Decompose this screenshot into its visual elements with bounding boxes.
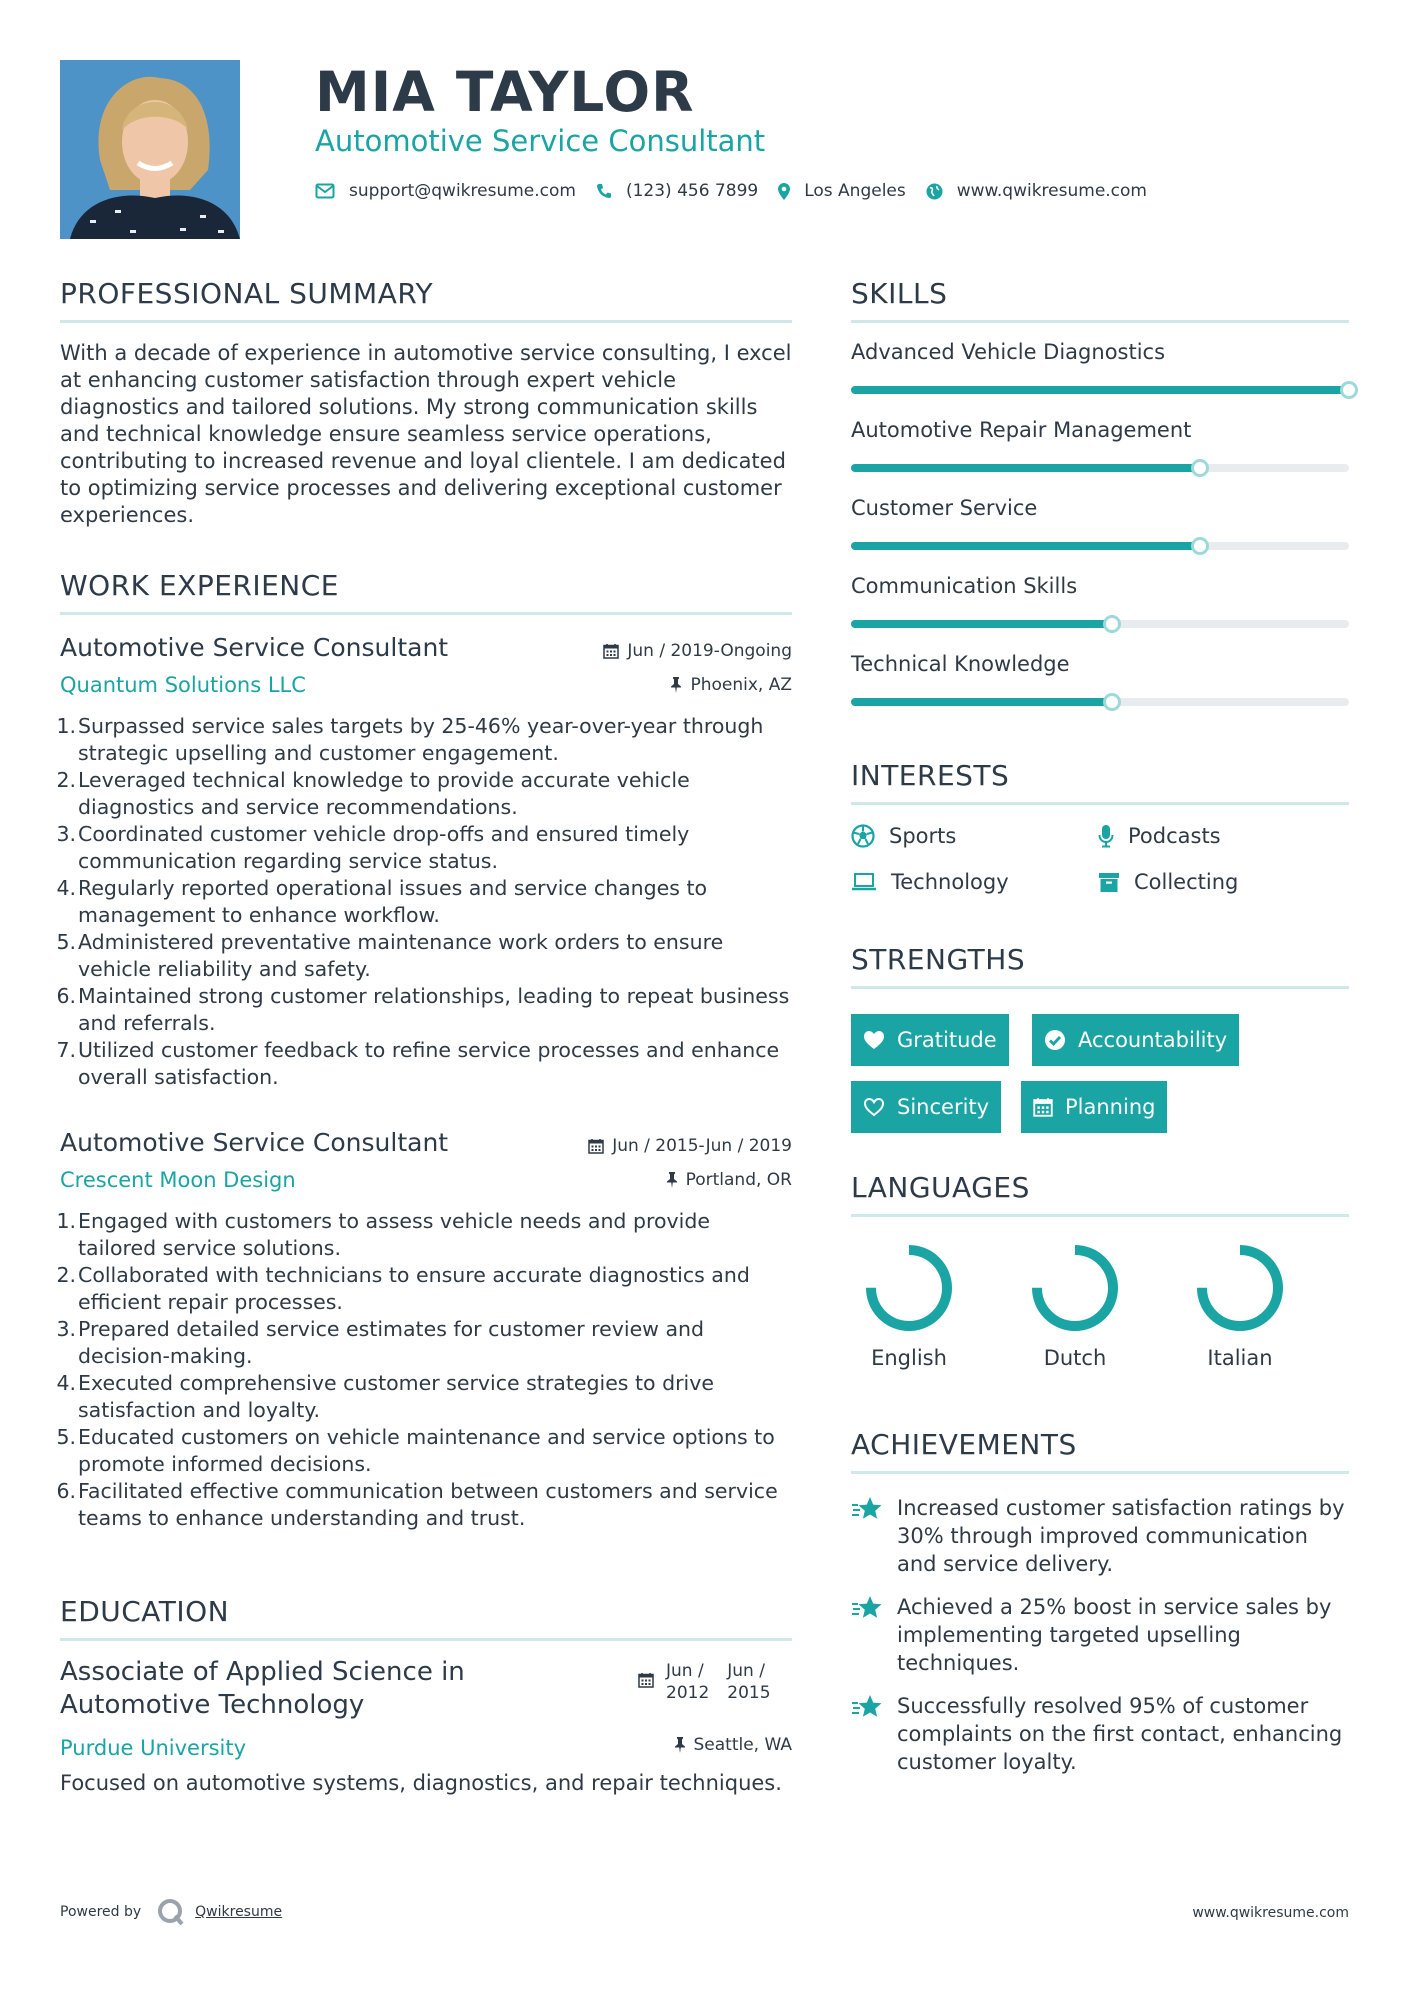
contact-website-text: www.qwikresume.com: [956, 181, 1147, 201]
language-label: Italian: [1207, 1346, 1273, 1370]
language-item: [849, 1236, 969, 1370]
skill-bar-knob: [1340, 381, 1358, 399]
experience-divider: [60, 612, 792, 615]
achievement-text: Achieved a 25% boost in service sales by implementing targeted upselling techniques.: [897, 1595, 1332, 1675]
interest-item-technology: [851, 870, 1009, 894]
skill-label: Customer Service: [851, 496, 1038, 520]
job-dates: [603, 641, 792, 661]
job-location-text: Portland, OR: [685, 1170, 792, 1190]
contact-location-text: Los Angeles: [804, 181, 906, 201]
contact-phone[interactable]: [596, 181, 758, 201]
education-location-text: Seattle, WA: [693, 1735, 792, 1755]
job-dates-text: Jun / 2019-Ongoing: [627, 641, 792, 661]
strength-badge-sincerity: [851, 1081, 1001, 1133]
strength-label: Gratitude: [897, 1028, 997, 1052]
pushpin-icon: [674, 1737, 686, 1753]
calendar-icon: [588, 1138, 604, 1154]
qwikresume-logo-icon: [157, 1898, 185, 1926]
education-end: [727, 1660, 770, 1704]
skill-bar-fill: [851, 464, 1200, 472]
job-role: Automotive Service Consultant: [60, 1128, 449, 1157]
job-company: Crescent Moon Design: [60, 1168, 296, 1192]
achievement-item: [851, 1692, 1351, 1776]
interest-label: Collecting: [1134, 870, 1239, 894]
education-heading: EDUCATION: [60, 1595, 230, 1628]
list-item: 2. Leveraged technical knowledge to provide accurate vehicle diagnostics and service recommendations.: [56, 768, 690, 819]
job-role: Automotive Service Consultant: [60, 633, 449, 662]
contact-email-text: support@qwikresume.com: [349, 181, 576, 201]
education-divider: [60, 1638, 792, 1641]
skill-bar-fill: [851, 542, 1200, 550]
pushpin-icon: [670, 677, 682, 693]
archive-box-icon: [1098, 871, 1120, 893]
contact-website[interactable]: [926, 181, 1147, 201]
education-school: Purdue University: [60, 1736, 247, 1760]
list-item: 1. Surpassed service sales targets by 25-46% year-over-year through strategic upselling and customer engagement.: [56, 714, 764, 765]
strengths-divider: [851, 986, 1349, 989]
envelope-icon: [315, 183, 335, 199]
calendar-icon: [638, 1672, 654, 1688]
education-dates: [638, 1660, 771, 1704]
skills-divider: [851, 320, 1349, 323]
strength-label: Planning: [1065, 1095, 1156, 1119]
strength-label: Sincerity: [897, 1095, 990, 1119]
star-badge-icon: [851, 1496, 883, 1522]
calendar-icon: [1033, 1097, 1053, 1117]
interests-heading: INTERESTS: [851, 759, 1010, 792]
summary-divider: [60, 320, 792, 323]
footer-website[interactable]: www.qwikresume.com: [1192, 1905, 1349, 1921]
list-item: 7. Utilized customer feedback to refine service processes and enhance overall satisfaction.: [56, 1038, 780, 1089]
skill-label: Communication Skills: [851, 574, 1078, 598]
education-end-month: Jun /: [727, 1661, 765, 1681]
skill-bar-knob: [1103, 615, 1121, 633]
list-item: 4. Regularly reported operational issues and service changes to management to enhance workflow.: [56, 876, 708, 927]
check-circle-icon: [1044, 1029, 1066, 1051]
summary-text: With a decade of experience in automotive service consulting, I excel at enhancing customer satisfaction through expert vehicle diagnostics and tailored solutions. My strong communication skills and technical knowledge ensure seamless service operations, contributing to increased revenue and loyal clientele. I am dedicated to optimizing service processes and delivering exceptional customer experiences.: [60, 341, 792, 527]
job-bullets: [56, 1208, 792, 1532]
job-location: [670, 675, 792, 695]
profile-photo: [60, 60, 240, 239]
skill-bar-knob: [1191, 459, 1209, 477]
language-label: Dutch: [1043, 1346, 1107, 1370]
star-badge-icon: [851, 1694, 883, 1720]
list-item: 4. Executed comprehensive customer service strategies to drive satisfaction and loyalty.: [56, 1371, 714, 1422]
contact-location: [778, 181, 906, 201]
interest-item-collecting: [1098, 870, 1238, 894]
candidate-title: Automotive Service Consultant: [315, 124, 766, 158]
language-level-ring: [1015, 1236, 1135, 1340]
contact-phone-text: (123) 456 7899: [625, 181, 759, 201]
skill-bar: [851, 542, 1349, 550]
skills-heading: SKILLS: [851, 277, 948, 310]
languages-heading: LANGUAGES: [851, 1171, 1030, 1204]
skill-bar: [851, 620, 1349, 628]
achievements-heading: ACHIEVEMENTS: [851, 1428, 1077, 1461]
contact-bar: [315, 181, 1167, 201]
interest-item-podcasts: [1098, 824, 1221, 848]
education-start-month: Jun /: [666, 1661, 704, 1681]
contact-email[interactable]: [315, 181, 576, 201]
achievement-item: [851, 1593, 1351, 1677]
job-location-text: Phoenix, AZ: [690, 675, 792, 695]
experience-heading: WORK EXPERIENCE: [60, 569, 339, 602]
education-start: [666, 1660, 709, 1704]
skill-label: Automotive Repair Management: [851, 418, 1192, 442]
list-item: 5. Administered preventative maintenance work orders to ensure vehicle reliability and safety.: [56, 930, 724, 981]
achievement-text: Increased customer satisfaction ratings by 30% through improved communication and service delivery.: [897, 1496, 1345, 1576]
list-item: 3. Prepared detailed service estimates for customer review and decision-making.: [56, 1317, 705, 1368]
skill-bar-fill: [851, 620, 1112, 628]
qwikresume-link[interactable]: Qwikresume: [195, 1904, 283, 1920]
interests-divider: [851, 802, 1349, 805]
heart-outline-icon: [863, 1097, 885, 1117]
education-location: [674, 1735, 793, 1755]
skill-bar: [851, 698, 1349, 706]
list-item: 2. Collaborated with technicians to ensure accurate diagnostics and efficient repair processes.: [56, 1263, 750, 1314]
microphone-icon: [1098, 824, 1114, 848]
skill-bar-fill: [851, 386, 1349, 394]
job-entry-2: [56, 1128, 792, 1548]
language-item: [1015, 1236, 1135, 1370]
achievement-text: Successfully resolved 95% of customer complaints on the first contact, enhancing customer loyalty.: [897, 1694, 1343, 1774]
candidate-name: MIA TAYLOR: [315, 60, 695, 124]
job-location: [666, 1170, 792, 1190]
skill-bar: [851, 464, 1349, 472]
job-entry-1: [56, 633, 792, 1093]
powered-by-text: Powered by: [60, 1904, 142, 1920]
skill-bar-knob: [1103, 693, 1121, 711]
language-level-ring: [849, 1236, 969, 1340]
achievement-item: [851, 1494, 1351, 1578]
education-description: Focused on automotive systems, diagnostics, and repair techniques.: [60, 1771, 782, 1795]
calendar-icon: [603, 643, 619, 659]
job-dates: [588, 1136, 792, 1156]
globe-icon: [926, 183, 943, 200]
strengths-heading: STRENGTHS: [851, 943, 1026, 976]
strength-badge-accountability: [1032, 1014, 1239, 1066]
skill-label: Advanced Vehicle Diagnostics: [851, 340, 1166, 364]
skill-label: Technical Knowledge: [851, 652, 1070, 676]
language-label: English: [871, 1346, 947, 1370]
language-level-ring: [1180, 1236, 1300, 1340]
list-item: 6. Facilitated effective communication between customers and service teams to enhance understanding and trust.: [56, 1479, 778, 1530]
list-item: 5. Educated customers on vehicle maintenance and service options to promote informed decisions.: [56, 1425, 775, 1476]
skill-bar-fill: [851, 698, 1112, 706]
interest-item-sports: [851, 824, 956, 848]
language-item: [1180, 1236, 1300, 1370]
strength-label: Accountability: [1078, 1028, 1228, 1052]
strength-badge-planning: [1021, 1081, 1167, 1133]
language-level-arc: [1037, 1250, 1113, 1326]
education-start-year: 2012: [666, 1683, 710, 1703]
languages-divider: [851, 1214, 1349, 1217]
pushpin-icon: [666, 1172, 678, 1188]
skill-bar: [851, 386, 1349, 394]
language-level-arc: [871, 1250, 947, 1326]
laptop-icon: [851, 872, 877, 892]
soccer-ball-icon: [851, 824, 875, 848]
list-item: 6. Maintained strong customer relationships, leading to repeat business and referrals.: [56, 984, 790, 1035]
language-level-arc: [1202, 1250, 1278, 1326]
summary-heading: PROFESSIONAL SUMMARY: [60, 277, 434, 310]
star-badge-icon: [851, 1595, 883, 1621]
job-company: Quantum Solutions LLC: [60, 673, 306, 697]
heart-icon: [863, 1030, 885, 1050]
footer-powered-by: [60, 1898, 282, 1926]
education-degree: Associate of Applied Science in Automotive Technology: [60, 1657, 465, 1720]
map-pin-icon: [778, 183, 790, 200]
education-end-year: 2015: [727, 1683, 771, 1703]
achievements-divider: [851, 1471, 1349, 1474]
interest-label: Podcasts: [1128, 824, 1221, 848]
interest-label: Sports: [889, 824, 957, 848]
job-bullets: [56, 713, 792, 1091]
interest-label: Technology: [891, 870, 1009, 894]
strength-badge-gratitude: [851, 1014, 1009, 1066]
list-item: 1. Engaged with customers to assess vehicle needs and provide tailored service solutions.: [56, 1209, 710, 1260]
skill-bar-knob: [1191, 537, 1209, 555]
list-item: 3. Coordinated customer vehicle drop-offs and ensured timely communication regarding service status.: [56, 822, 690, 873]
job-dates-text: Jun / 2015-Jun / 2019: [612, 1136, 792, 1156]
phone-icon: [596, 183, 612, 199]
